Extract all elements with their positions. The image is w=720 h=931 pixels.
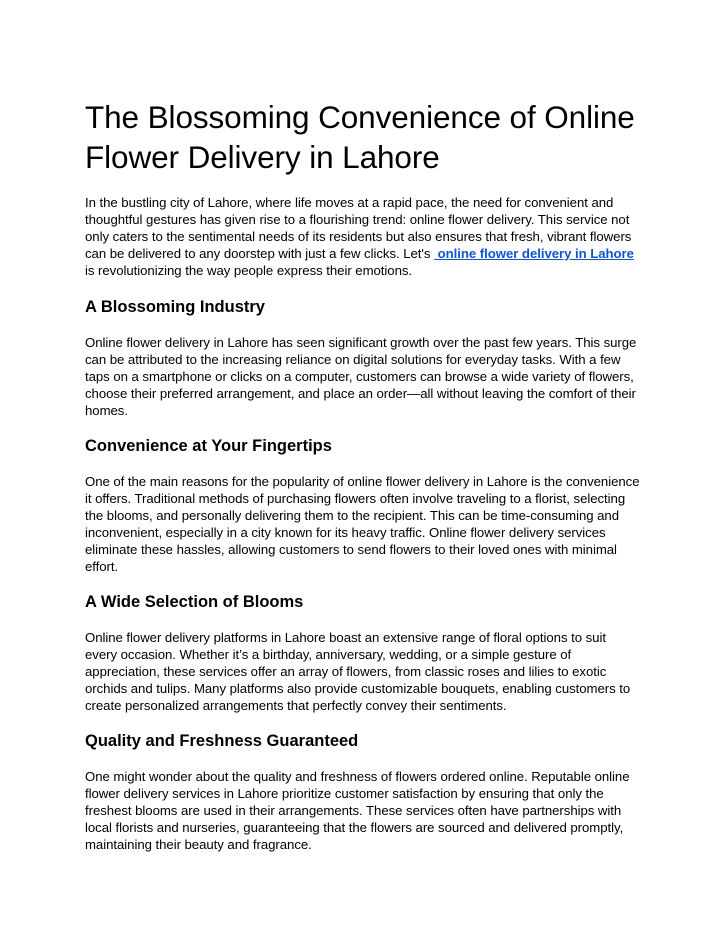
intro-text-before-link: In the bustling city of Lahore, where life moves at a rapid pace, the need for convenient and thoughtful gestures has given rise to a flourishing trend: online flower delivery. This service not only caters to the sentimental needs of its residents but also ensures that fresh, vibrant flowers can be delivered to any doorstep with just a few clicks. Let's <box>85 195 632 261</box>
section-heading: Quality and Freshness Guaranteed <box>85 732 359 750</box>
section-heading: Convenience at Your Fingertips <box>85 437 332 455</box>
section-quality-freshness <box>85 730 640 853</box>
section-blossoming-industry <box>85 296 640 419</box>
document-title: The Blossoming Convenience of Online Flower Delivery in Lahore <box>85 99 635 175</box>
online-flower-delivery-link[interactable]: online flower delivery in Lahore <box>434 246 634 261</box>
section-heading: A Blossoming Industry <box>85 298 265 316</box>
section-body: Online flower delivery platforms in Lahore boast an extensive range of floral options to suit every occasion. Whether it’s a birthday, anniversary, wedding, or a simple gesture of appreciation, these services offer an array of flowers, from classic roses and lilies to exotic orchids and tulips. Many platforms also provide customizable bouquets, enabling customers to create personalized arrangements that perfectly convey their sentiments. <box>85 630 631 713</box>
section-body: Online flower delivery in Lahore has seen significant growth over the past few years. This surge can be attributed to the increasing reliance on digital solutions for everyday tasks. With a few taps on a smartphone or clicks on a computer, customers can browse a wide variety of flowers, choose their preferred arrangement, and place an order—all without leaving the comfort of their homes. <box>85 335 637 418</box>
document-page <box>85 97 640 853</box>
intro-text-after-link: is revolutionizing the way people express their emotions. <box>85 263 413 278</box>
section-convenience <box>85 435 640 575</box>
intro-paragraph <box>85 194 640 279</box>
section-body: One might wonder about the quality and freshness of flowers ordered online. Reputable online flower delivery services in Lahore prioritize customer satisfaction by ensuring that only the freshest blooms are used in their arrangements. These services often have partnerships with local florists and nurseries, guaranteeing that the flowers are sourced and delivered promptly, maintaining their beauty and fragrance. <box>85 769 630 852</box>
section-wide-selection <box>85 591 640 714</box>
section-heading: A Wide Selection of Blooms <box>85 593 304 611</box>
section-body: One of the main reasons for the popularity of online flower delivery in Lahore is the convenience it offers. Traditional methods of purchasing flowers often involve traveling to a florist, selecting the blooms, and personally delivering them to the recipient. This can be time-consuming and inconvenient, especially in a city known for its heavy traffic. Online flower delivery services eliminate these hassles, allowing customers to send flowers to their loved ones with minimal effort. <box>85 474 640 574</box>
